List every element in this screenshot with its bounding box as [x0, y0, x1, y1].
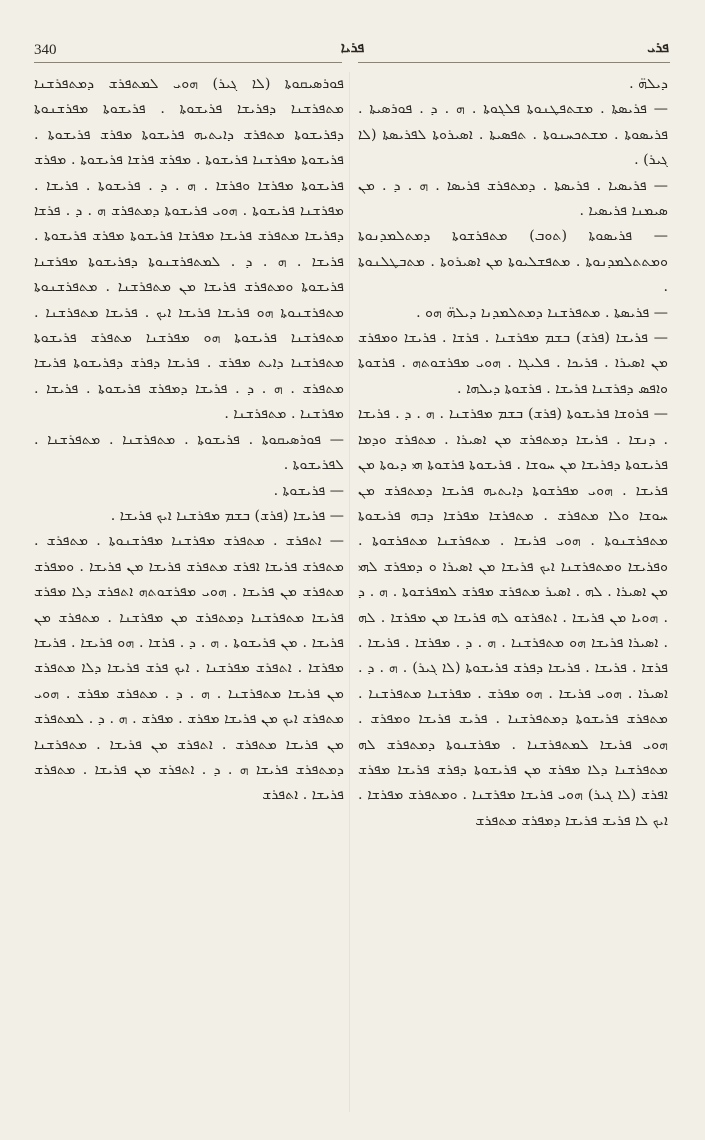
header-rule-right [358, 62, 670, 63]
running-head-right: ܦܪܝ [647, 40, 669, 56]
entry: — ܦܪܝܣܝܐ . ܦܪܝܣܬܐ . ܕܡܬܦܪܫ ܦܪܝܣܐ . ܗ . ܕ . ܡܢ ܣܝܡܢܐ ܦܪܝܣܝܐ . [358, 177, 668, 220]
entry: ܦܘܪܣܝܩܘܬܐ (ܠܐ ܓܝܪ) ܗܘܝ ܠܡܬܦܪܫ ܕܡܬܦܪܫܢܐ ܡܬܦܪܫܢܐ ܕܦܪܝܫܐ ܦܪܝܫܘܬܐ . ܦܪܝܫܘܬܐ ܡܦܪܫܢܘܬܐ ܕܦܪܝܫܘܬܐ ܡܬܦܪܫ ܕܐܝܬܝܗ ܦܪܝܫܘܬܐ ܡܦܪܫ ܦܪܝܫܘܬܐ . ܦܪܝܫܘܬܐ ܡܦܪܫܢܐ ܦܪܝܫܘܬܐ . ܡܦܪܫ ܦܪܫܐ ܦܪܝܫܘܬܐ . ܡܦܪܫ ܦܪܝܫܘܬܐ ܡܦܪܫܐ ܘܦܪܫܐ . ܗ . ܕ . ܦܪܝܫܘܬܐ . ܦܪܝܫܐ . ܡܦܪܫܢܐ ܦܪܝܫܘܬܐ . ܗܘܝ ܦܪܝܫܘܬܐ ܕܡܬܦܪܫ ܗ . ܕ . ܦܪܫܐ ܕܦܪܝܫܐ ܡܬܦܪܫ ܦܪܝܫܐ ܡܦܪܫܐ ܦܪܝܫܘܬܐ ܡܦܪܫ ܦܪܝܫܘܬܐ . ܦܪܝܫܐ . ܗ . ܕ . ܠܡܬܦܪܫܢܘܬܐ ܕܦܪܝܫܘܬܐ ܡܦܪܫܢܐ ܦܪܝܫܘܬܐ ܘܡܬܦܪܫ ܦܪܝܫܐ ܡܢ ܡܬܦܪܫܢܐ . ܡܬܦܪܫܢܘܬܐ ܡܬܦܪܫܢܘܬܐ ܗܘ ܦܪܝܫܐ ܦܪܝܫܐ ܐܝܟ . ܦܪܝܫܐ ܡܬܦܪܫܢܐ . ܡܬܦܪܫܢܐ ܦܪܝܫܘܬܐ ܗܘ ܡܦܪܫܢܐ ܡܬܦܪܫ ܦܪܝܫܘܬܐ ܡܬܦܪܫܢܐ ܕܐܝܬ ܡܦܪܫ . ܦܪܝܫܐ ܕܦܪܫ ܕܦܪܝܫܘܬܐ ܦܪܝܫܐ ܡܬܦܪܫ . ܗ . ܕ . ܦܪܝܫܐ ܕܡܦܪܫ ܦܪܝܫܘܬܐ . ܦܪܝܫܐ . ܡܦܪܫܢܐ . ܡܬܦܪܫܢܐ . [34, 76, 344, 423]
entry: — ܦܪܝܣܬܐ . ܡܬܦܪܫܢܐ ܕܡܬܠܡܕܢܐ ܕܝܠܗ̈ ܗܘ . [416, 304, 668, 321]
page-number: 340 [34, 42, 57, 58]
running-head-center: ܦܪܝܐ [340, 40, 365, 56]
entry: — ܦܪܝܣܬܐ . ܡܫܬܦܛܢܘܬܐ ܦܠܓܘܬܐ . ܗ . ܕ . ܦܘܪܣܝܬܐ . ܦܪܝܣܘܬܐ . ܡܫܬܟܚܢܘܬܐ . ܬܦܣܝܬܐ . ܐܣܝܪܘܬܐ ܠܦܪܝܣܬܐ (ܠܐ ܓܝܪ) . [358, 101, 668, 169]
entry: — ܦܪܘܫܐ ܦܪܝܫܘܬܐ (ܦܪܫ) ܒܫܡ ܡܦܪܫܢܐ . ܗ . ܕ . ܦܪܝܫܐ . ܕܢܫܐ . ܦܪܝܫܐ ܕܡܬܦܪܫ ܡܢ ܐܣܝܪܐ . ܡܬܦܪܫ ܘܕܡܐ ܦܪܝܫܘܬܐ ܕܦܪܝܫܐ ܡܢ ܚܘܫܐ . ܦܪܝܫܘܬܐ ܦܪܫܘܬܐ ܗܝ ܕܝܘܬܐ ܡܢ ܦܪܝܫܐ . ܗܘܝ ܡܦܪܫܘܬܐ ܕܐܝܬܝܗ ܦܪܝܫܐ ܕܡܬܦܪܫ ܡܢ ܚܘܫܐ ܘܠܐ ܡܬܦܪܫ . ܡܬܦܪܫܐ ܡܦܪܫܐ ܕܒܗ ܦܪܝܫܘܬܐ ܡܬܦܪܫܢܘܬܐ . ܗܘܝ ܦܪܝܫܐ . ܡܬܦܪܫܢܐ ܡܬܦܪܫܘܬܐ . ܘܦܪܝܫܐ ܘܡܬܦܪܫܢܐ ܐܝܟ ܦܪܝܫܐ ܡܢ ܐܣܝܪܐ ܘ ܕܡܦܪܫ ܠܗܝ ܡܢ ܐܣܝܪܐ . ܠܗ . ܐܣܝܪ ܡܬܦܪܫ ܡܦܪܫ ܠܡܦܪܫܘܬܐ . ܗ . ܕ . ܗܘܝܐ ܡܢ ܦܪܝܫܐ . ܐܬܦܪܫܘ ܠܗ ܦܪܝܫܐ ܡܢ ܡܦܪܫܐ . ܠܗ . ܐܣܝܪܐ ܦܪܝܫܐ ܗܘ ܡܬܦܪܫܢܐ . ܗ . ܕ . ܡܦܪܫܐ . ܦܪܝܫܐ . ܦܪܫܐ . ܦܪܝܫܐ . ܦܪܝܫܐ ܕܦܪܫ ܦܪܝܫܘܬܐ (ܠܐ ܓܝܪ) . ܗ . ܕ . ܐܣܝܪܐ . ܗܘܝ ܦܪܝܫܐ . ܗܘ ܡܦܪܫ . ܡܦܪܫܢܐ ܡܬܦܪܫܢܐ . ܡܬܦܪܫ ܦܪܝܫܘܬܐ ܕܡܬܦܪܫܢܐ . ܦܪܝܫ ܦܪܝܫܐ ܘܡܦܪܫ . ܗܘܝ ܦܪܝܫܐ ܠܡܬܦܪܫܢܐ . ܡܦܪܫܢܘܬܐ ܕܡܬܦܪܫ ܠܗ ܡܬܦܪܫܢܐ ܕܠܐ ܡܦܪܫ ܡܢ ܦܪܝܫܘܬܐ ܕܦܪܫ ܦܪܝܫܐ ܡܦܪܫ ܐܦܪܫ (ܠܐ ܓܝܪ) ܗܘܝ ܦܪܝܫܐ ܡܦܪܫܢܐ . ܘܡܬܦܪܫ ܡܦܪܫܐ . ܐܝܟ ܠܐ ܦܪܝܫ ܦܪܝܫܐ ܕܡܦܪܫ ܡܬܦܪܫ [358, 406, 668, 829]
entry: — ܦܪܝܫܘܬܐ . [273, 482, 344, 499]
entry: — ܦܪܝܫܐ (ܦܪܫ) ܒܫܡ ܡܦܪܫܢܐ ܐܝܟ ܦܪܝܫܐ . [110, 507, 344, 524]
entry: ܕܝܠܗ̈ . [629, 76, 668, 92]
entry: — ܐܬܦܪܫ . ܡܬܦܪܫ ܡܦܪܫܢܐ ܡܦܪܫܢܘܬܐ . ܡܬܦܪܫ . ܡܬܦܪܫ ܦܪܝܫܐ ܐܦܪܫ ܡܬܦܪܫ ܦܪܝܫܐ ܡܢ ܦܪܝܫܐ . ܘܡܦܪܫ ܡܬܦܪܫ ܡܢ ܦܪܝܫܐ . ܗܘܝ ܡܦܪܫܘܬܗ ܐܬܦܪܫ ܕܠܐ ܡܦܪܫ ܦܪܝܫܐ ܡܬܦܪܫܢܐ ܕܡܬܦܪܫ ܡܢ ܡܦܪܫܢܐ . ܡܬܦܪܫ ܡܢ ܦܪܝܫܐ . ܡܢ ܦܪܝܫܘܬܐ . ܗ . ܕ . ܦܪܫܐ . ܗܘ ܦܪܝܫܐ . ܦܪܝܫܐ ܡܦܪܫܐ . ܐܬܦܪܫ ܡܦܪܫܢܐ . ܐܝܟ ܦܪܫ ܦܪܝܫܐ ܕܠܐ ܡܬܦܪܫ ܡܢ ܦܪܝܫܐ ܡܬܦܪܫܢܐ . ܗ . ܕ . ܡܬܦܪܫ ܡܦܪܫ . ܗܘܝ ܡܬܦܪܫ ܐܝܟ ܡܢ ܦܪܝܫܐ ܡܦܪܫ . ܡܦܪܫ . ܗ . ܕ . ܠܡܬܦܪܫ ܡܢ ܦܪܝܫܐ ܡܬܦܪܫ . ܐܬܦܪܫ ܡܢ ܦܪܝܫܐ . ܡܬܦܪܫܢܐ ܕܡܬܦܪܫ ܦܪܝܫܐ ܗ . ܕ . ܐܬܦܪܫ ܡܢ ܦܪܝܫܐ . ܡܬܦܪܫ ܦܪܝܫܐ . ܐܬܦܪܫ [34, 533, 344, 804]
left-column [34, 72, 344, 1112]
right-column [358, 72, 668, 1112]
entry: — ܦܪܝܫܐ (ܦܪܫ) ܒܫܡ ܡܦܪܫܢܐ . ܦܪܫܐ . ܦܪܝܫܐ ܘܡܦܪܫ ܡܢ ܐܣܝܪܐ . ܦܪܝܟܐ . ܦܠܝܓܐ . ܗܘܝ ܡܦܪܫܘܬܗ . ܦܪܫܘܬܐ ܘܐܦܣ ܕܦܪܫܢܐ ܦܪܝܫܐ . ܦܪܫܘܬܐ ܕܝܠܗܐ . [358, 330, 668, 397]
column-divider [349, 72, 350, 1112]
entry: — ܦܘܪܣܝܩܘܬܐ . ܦܪܝܫܘܬܐ . ܡܬܦܪܫܢܐ . ܡܬܦܪܫܢܐ . ܠܦܪܝܫܘܬܐ . [34, 431, 344, 474]
header-rule-left [34, 62, 342, 63]
entry: — ܦܪܝܣܘܬܐ (ܬܘܒ) ܡܬܦܪܫܘܬܐ ܕܡܬܠܡܕܢܘܬܐ ܘܡܬܬܠܡܕܢܘܬܐ . ܡܬܦܫܠܝܘܬܐ ܡܢ ܐܣܝܪܘܬܐ . ܡܬܒܛܠܢܘܬܐ . [358, 228, 668, 296]
